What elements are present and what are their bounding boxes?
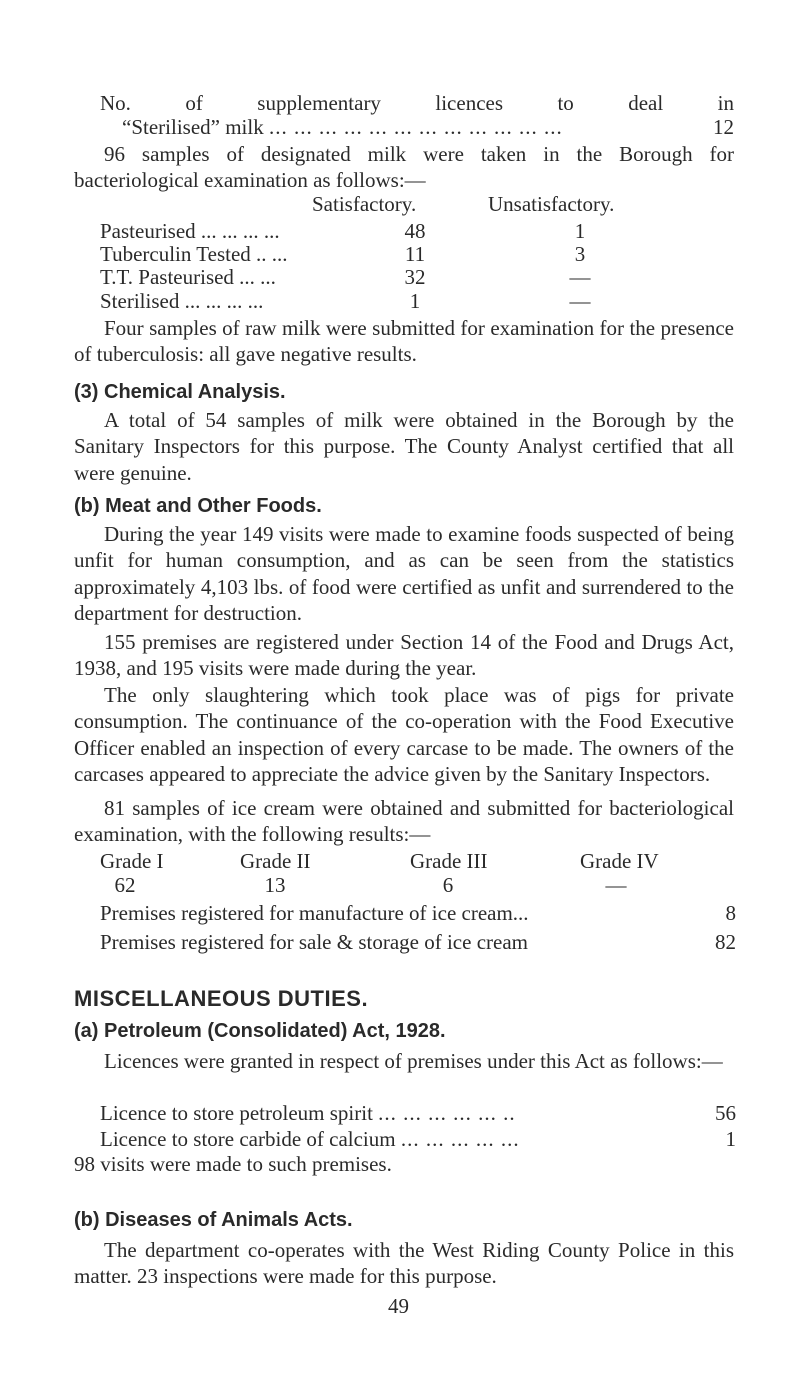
petroleum-intro: Licences were granted in respect of premises under this Act as follows:— [104,1049,723,1073]
chemical-paragraph: A total of 54 samples of milk were obtained in the Borough by the Sanitary Inspectors for this purpose. The County Analyst certified that all were genuine. [74,408,734,485]
meat-paragraph-3: The only slaughtering which took place was of pigs for private consumption. The continuance of the co-operation with the Food Executive Officer enabled an inspection of every carcase to be made. The owners of the carcases appeared to appreciate the advice given by the Sanitary Inspectors. [74,683,734,786]
animals-paragraph: The department co-operates with the West Riding County Police in this matter. 23 inspections were made for this purpose. [74,1238,734,1289]
animals-heading: (b) Diseases of Animals Acts. [74,1209,353,1231]
grade-value: 6 [442,873,454,897]
unsatisfactory-value: 3 [574,242,586,266]
satisfactory-value: 1 [409,289,421,313]
supplementary-value: 12 [713,115,734,139]
grade-header: Grade IV [580,849,659,873]
ice-cream-premises-row [100,929,736,955]
supplementary-line2 [122,114,734,140]
licence-value: 1 [725,1127,736,1151]
grade-value: — [605,873,627,897]
visits-line: 98 visits were made to such premises. [74,1152,392,1176]
unsatisfactory-value: 1 [574,219,586,243]
col-header-satisfactory: Satisfactory. [312,192,417,216]
page-number: 49 [388,1294,409,1318]
licence-label: Licence to store petroleum spirit [100,1101,373,1125]
supplementary-dots: ... ... ... ... ... ... ... ... ... ... ... ... [268,115,563,139]
satisfactory-value: 32 [404,265,426,289]
premises-value: 8 [725,901,736,925]
row-label: Sterilised ... ... ... ... [100,289,264,313]
grade-value: 62 [114,873,136,897]
chemical-heading: (3) Chemical Analysis. [74,381,286,403]
petroleum-heading: (a) Petroleum (Consolidated) Act, 1928. [74,1020,446,1042]
unsatisfactory-value: — [569,265,591,289]
meat-paragraph-2: 155 premises are registered under Section 14 of the Food and Drugs Act, 1938, and 195 visits were made during the year. [74,630,734,681]
licence-dots: ... ... ... ... ... .. [378,1101,516,1125]
grade-value: 13 [264,873,286,897]
meat-paragraph-1: During the year 149 visits were made to examine foods suspected of being unfit for human consumption, and as can be seen from the statistics approximately 4,103 lbs. of food were certified as unfit and surrendered to the department for destruction. [74,522,734,625]
row-label: T.T. Pasteurised ... ... [100,265,276,289]
licence-row [100,1100,736,1126]
premises-text: Premises registered for sale & storage of ice cream [100,930,528,954]
satisfactory-value: 11 [404,242,426,266]
row-label: Tuberculin Tested .. ... [100,242,288,266]
col-header-unsatisfactory: Unsatisfactory. [488,192,615,216]
misc-heading: MISCELLANEOUS DUTIES. [74,986,369,1011]
bacteriological-intro: 96 samples of designated milk were taken in the Borough for bacteriological examination as follows:— [74,142,734,193]
meat-paragraph-4: 81 samples of ice cream were obtained and submitted for bacteriological examination, with the following results:— [74,796,734,847]
supplementary-label: “Sterilised” milk [122,115,264,139]
ice-cream-premises-row [100,900,736,926]
supplementary-line1: No. of supplementary licences to deal in [100,91,734,115]
licence-label: Licence to store carbide of calcium [100,1127,396,1151]
row-label: Pasteurised ... ... ... ... [100,219,280,243]
raw-milk-paragraph: Four samples of raw milk were submitted for examination for the presence of tuberculosis: all gave negative results. [74,316,734,367]
licence-dots: ... ... ... ... ... [400,1127,520,1151]
grade-header: Grade II [240,849,311,873]
grade-header: Grade III [410,849,488,873]
grade-header: Grade I [100,849,164,873]
licence-value: 56 [715,1101,736,1125]
premises-text: Premises registered for manufacture of ice cream... [100,901,529,925]
licence-row [100,1126,736,1152]
satisfactory-value: 48 [404,219,426,243]
meat-heading: (b) Meat and Other Foods. [74,495,322,517]
premises-value: 82 [715,930,736,954]
unsatisfactory-value: — [569,289,591,313]
